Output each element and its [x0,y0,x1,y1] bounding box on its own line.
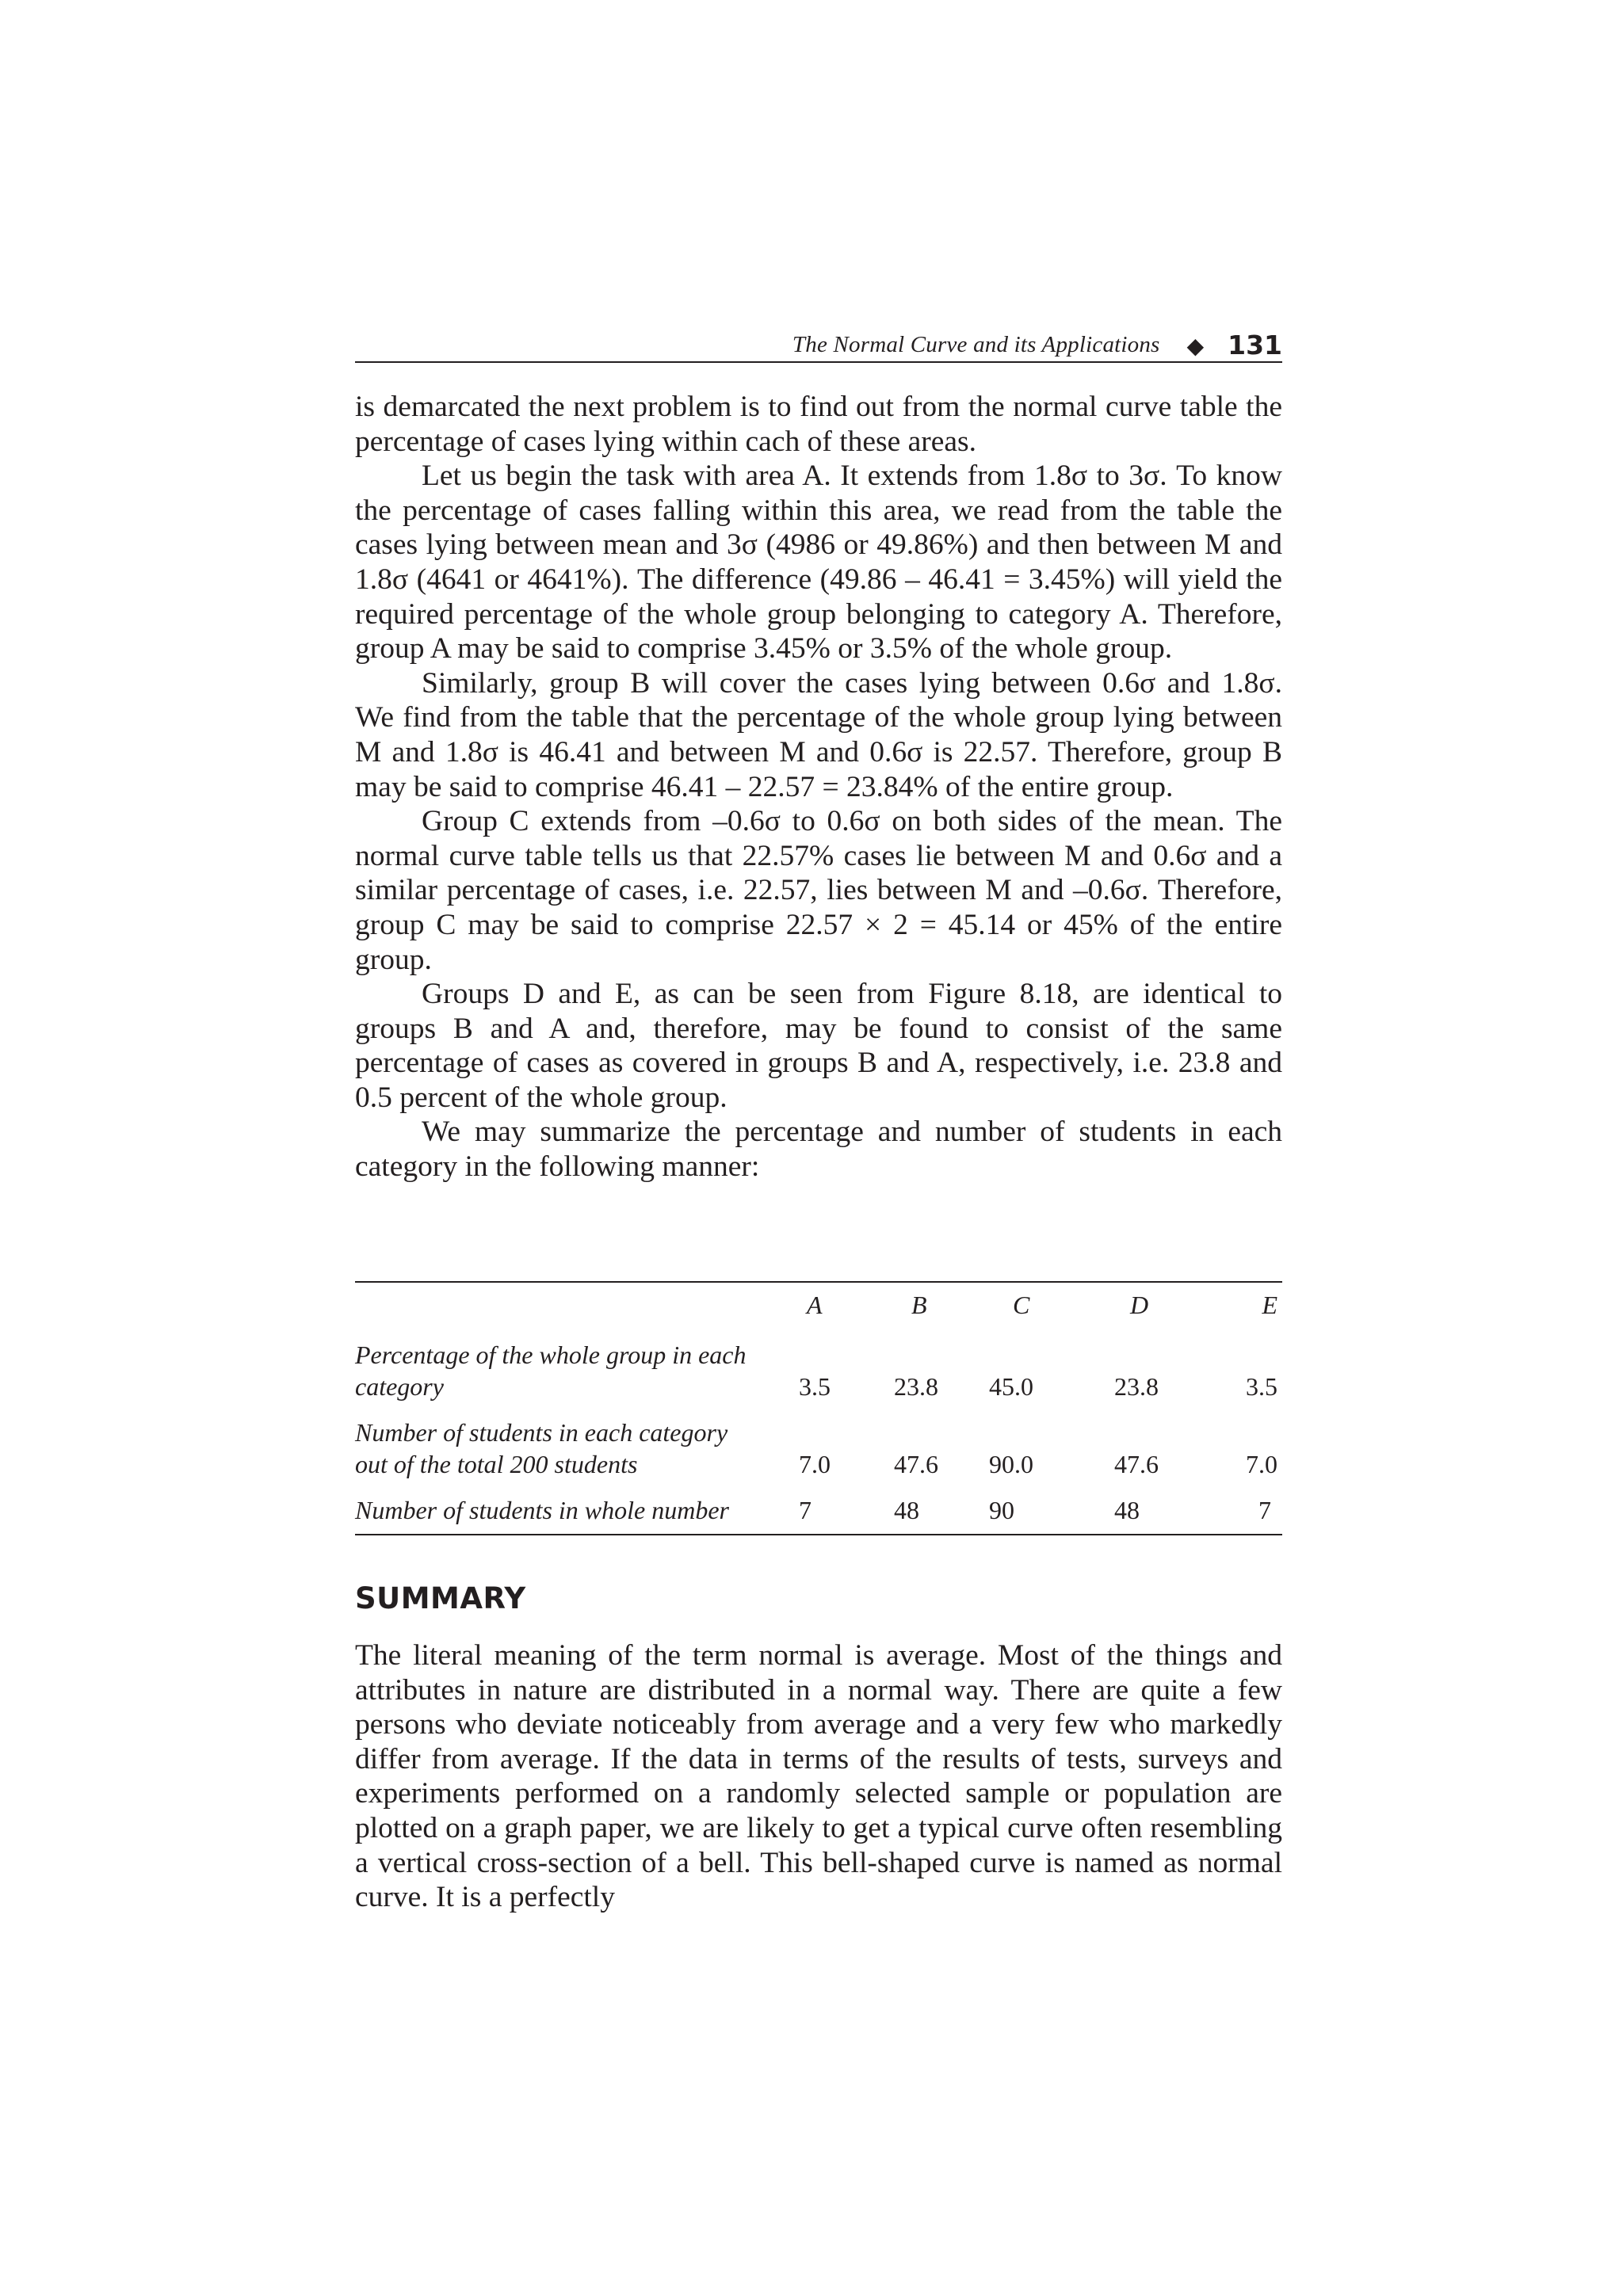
cell-c: 90 [989,1496,1014,1524]
row-label-line1: Number of students in each category [355,1418,728,1447]
row-label-line1: Number of students in whole number [355,1496,729,1524]
cell-a: 7 [799,1496,812,1524]
table-header-row [355,1282,1282,1339]
cell-b: 48 [894,1496,919,1524]
row-label-line1: Percentage of the whole group in each [355,1341,747,1369]
cell-a: 7.0 [799,1450,831,1478]
body-text [355,390,1282,1184]
table-row [355,1409,1282,1486]
table-header-blank [355,1282,799,1339]
category-summary-table [355,1281,1282,1535]
paragraph-6: We may summarize the percentage and number of students in each category in the following manner: [355,1116,1282,1184]
table-header-d: D [1130,1291,1149,1319]
cell-d: 48 [1114,1496,1140,1524]
table-header-b: B [911,1291,927,1319]
row-label [355,1409,799,1486]
row-label-line2: out of the total 200 students [355,1450,638,1478]
cell-b: 23.8 [894,1372,938,1401]
cell-e: 7.0 [1246,1450,1277,1478]
paragraph-5: Groups D and E, as can be seen from Figure 8.18, are identical to groups B and A and, therefore, may be found to consist of the same percentage of cases as covered in groups B and A, respectively, i.e. 23.8 and 0.5 percent of the whole group. [355,978,1282,1114]
cell-a: 3.5 [799,1372,831,1401]
page-number: 131 [1228,330,1282,360]
summary-text [355,1638,1282,1915]
table-header-c: C [1013,1291,1030,1319]
paragraph-1: is demarcated the next problem is to find out from the normal curve table the percentage of cases lying within cach of these areas. [355,391,1282,458]
paragraph-2: Let us begin the task with area A. It extends from 1.8σ to 3σ. To know the percentage of cases falling within this area, we read from the table the cases lying between mean and 3σ (4986 or 49.86%) and then between M and 1.8σ (4641 or 4641%). The difference (49.86 – 46.41 = 3.45%) will yield the required percentage of the whole group belonging to category A. Therefore, group A may be said to comprise 3.45% or 3.5% of the whole group. [355,460,1282,666]
row-label-line2: category [355,1372,444,1401]
summary-heading: SUMMARY [355,1581,526,1615]
table-header-e: E [1262,1291,1277,1319]
table-row [355,1339,1282,1409]
summary-paragraph: The literal meaning of the term normal is average. Most of the things and attributes in nature are distributed in a normal way. There are quite a few persons who deviate noticeably from average and a very few who markedly differ from average. If the data in terms of the results of tests, surveys and experiments performed on a randomly selected sample or population are plotted on a graph paper, we are likely to get a typical curve often resembling a vertical cross-section of a bell. This bell-shaped curve is named as normal curve. It is a perfectly [355,1639,1282,1914]
cell-d: 23.8 [1114,1372,1159,1401]
diamond-separator-icon: ◆ [1186,334,1205,359]
table-row [355,1486,1282,1535]
cell-e: 7 [1258,1496,1271,1524]
paragraph-3: Similarly, group B will cover the cases lying between 0.6σ and 1.8σ. We find from the table that the percentage of the whole group lying between M and 1.8σ is 46.41 and between M and 0.6σ is 22.57. Therefore, group B may be said to comprise 46.41 – 22.57 = 23.84% of the entire group. [355,666,1282,803]
cell-e: 3.5 [1246,1372,1277,1401]
running-title: The Normal Curve and its Applications [792,332,1160,357]
table-header-a: A [807,1291,823,1319]
running-header [355,326,1282,363]
row-label [355,1486,799,1535]
cell-d: 47.6 [1114,1450,1159,1478]
cell-b: 47.6 [894,1450,938,1478]
cell-c: 90.0 [989,1450,1033,1478]
cell-c: 45.0 [989,1372,1033,1401]
paragraph-4: Group C extends from –0.6σ to 0.6σ on both sides of the mean. The normal curve table tells us that 22.57% cases lie between M and 0.6σ and a similar percentage of cases, i.e. 22.57, lies between M and –0.6σ. Therefore, group C may be said to comprise 22.57 × 2 = 45.14 or 45% of the entire group. [355,805,1282,976]
row-label [355,1339,799,1409]
